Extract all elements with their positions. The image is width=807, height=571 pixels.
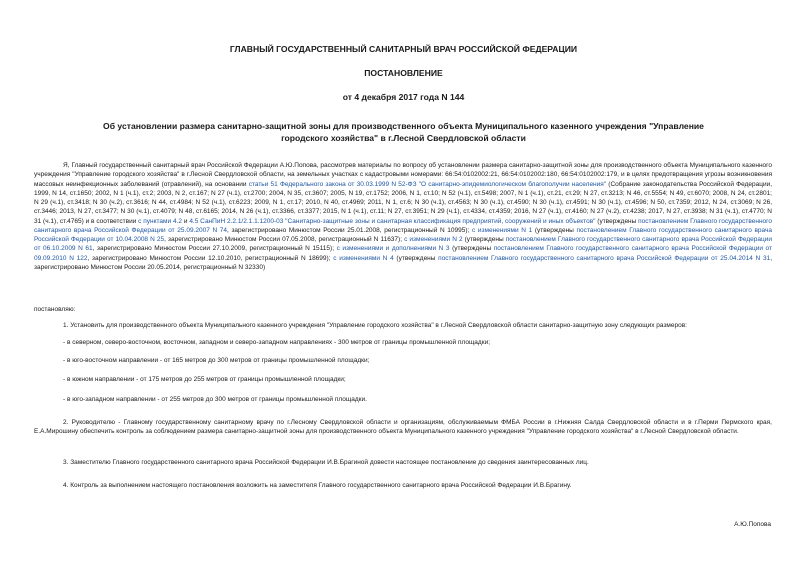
- issuing-authority: ГЛАВНЫЙ ГОСУДАРСТВЕННЫЙ САНИТАРНЫЙ ВРАЧ РОССИЙСКОЙ ФЕДЕРАЦИИ: [229, 44, 578, 54]
- preamble-text: Я, Главный государственный санитарный врач Российской Федерации А.Ю.Попова, рассмотрев материалы по вопросу об установлении размера санитарно-защитной зоны для производственного объекта Муниципального казенного учреждения "Управление городского хозяйства" в г.Лесной Свердловской области, на земельных участках с кадастровыми номерами: 66:54:0102002:21, 66:54:0102002:180, 66:54:0102002:179, и в целях предотвращения угрозы возникновения массовых неинфекционных заболеваний (отравлений), на основании: [34, 162, 772, 188]
- zone-item: - в юго-восточном направлении - от 165 метров до 300 метров от границы промышленной площадки;: [63, 357, 370, 364]
- item-2: 2. Руководителю - Главному государственному санитарному врачу по г.Лесному Свердловской области и организациям, обслуживаемым ФМБА России в г.Нижняя Салда Свердловской области и в г.Перми Пермского края, Е.А.Мирошину обеспечить контроль за соблюдением размера санитарно-защитной зоны для производственного объекта Муниципального казенного учреждения "Управление городского хозяйства" в г.Лесной Свердловской области.: [34, 419, 772, 436]
- signature: А.Ю.Попова: [734, 521, 771, 528]
- resolve-word: постановляю:: [34, 306, 76, 313]
- zone-item: - в южном направлении - от 175 метров до 255 метров от границы промышленной площадки;: [63, 376, 346, 383]
- amendment-link[interactable]: с изменениями и дополнениями N 3: [336, 245, 450, 253]
- resolution-link[interactable]: постановлением Главного государственного санитарного врача Российской Федерации от 25.04.2014 N 31: [438, 254, 771, 262]
- sanpin-item-link[interactable]: с пунктами 4.2: [138, 217, 183, 225]
- resolution-link[interactable]: постановлением Главного государственного санитарного врача Российской Федерации от 06.10.2009 N 61: [34, 236, 773, 253]
- amendment-link[interactable]: с изменениями N 1: [472, 226, 533, 234]
- law-article-link[interactable]: статьи 51 Федерального закона от 30.03.1999 N 52-ФЗ "О санитарно-эпидемиологическом благополучии населения": [248, 180, 607, 188]
- zone-item: - в юго-западном направлении - от 255 метров до 300 метров от границы промышленной площадки.: [63, 396, 367, 403]
- document-title: Об установлении размера санитарно-защитной зоны для производственного объекта Муниципального казенного учреждения "Управление городского хозяйства" в г.Лесной Свердловской области: [103, 121, 704, 143]
- preamble-paragraph: [34, 161, 772, 272]
- preamble-text: (утверждены: [532, 226, 577, 234]
- amendment-link[interactable]: с изменениями N 4: [333, 254, 394, 262]
- preamble-text: , зарегистрировано Минюстом России 20.05.2014, регистрационный N 32330): [34, 254, 772, 271]
- preamble-text: (Собрание законодательства Российской Федерации, 1999, N 14, ст.1650; 2002, N 1 (ч.1), ст.2; 2003, N 2, ст.167; N 27 (ч.1), ст.2700; 2004, N 35, ст.3607; 2005, N 19, ст.1752; 2006, N 1, ст.10; N 52 (ч.1), ст.5498; 2007, N 1 (ч.1), ст.21, ст.29; N 27, ст.3213; N 46, ст.5554; N 49, ст.6070; 2008, N 24, ст.2801; N 29 (ч.1), ст.3418; N 30 (ч.2), ст.3616; N 44, ст.4984; N 52 (ч.1), ст.6223; 2009, N 1, ст.17; 2010, N 40, ст.4969; 2011, N 1, ст.6; N 30 (ч.1), ст.4563; N 30 (ч.1), ст.4590; N 30 (ч.1), ст.4591; N 30 (ч.1), ст.4596; N 50, ст.7359; 2012, N 24, ст.3069; N 26, ст.3446; 2013, N 27, ст.3477; N 30 (ч.1), ст.4079; N 48, ст.6165; 2014, N 26 (ч.1), ст.3366, ст.3377; 2015, N 1 (ч.1), ст.11; N 27, ст.3951; N 29 (ч.1), ст.4334, ст.4359; 2016, N 27 (ч.1), ст.4160; N 27 (ч.2), ст.4238; 2017, N 27, ст.3938; N 31 (ч.1), ст.4770; N 31 (ч.1), ст.4765) и в соответствии: [34, 180, 773, 225]
- preamble-text: , зарегистрировано Минюстом России 12.10.2010, регистрационный N 18699);: [87, 254, 334, 262]
- resolution-link[interactable]: постановлением Главного государственного санитарного врача Российской Федерации от 09.09.2010 N 122: [34, 245, 772, 262]
- document-date-number: от 4 декабря 2017 года N 144: [342, 92, 465, 102]
- item-4: 4. Контроль за выполнением настоящего постановления возложить на заместителя Главного государственного санитарного врача Российской Федерации И.В.Брагину.: [63, 482, 572, 489]
- preamble-text: , зарегистрировано Минюстом России 27.10.2009, регистрационный N 15115);: [92, 245, 337, 253]
- preamble-text: , зарегистрировано Минюстом России 07.05.2008, регистрационный N 11637);: [164, 236, 405, 243]
- item-3: 3. Заместителю Главного государственного санитарного врача Российской Федерации И.В.Брагиной довести настоящее постановление до сведения заинтересованных лиц.: [63, 459, 589, 466]
- sanpin-link[interactable]: 4.5 СанПиН 2.2.1/2.1.1.1200-03 "Санитарно-защитные зоны и санитарная классификация предприятий, сооружений и иных объектов": [189, 217, 596, 225]
- preamble-text: (утверждены: [449, 245, 494, 253]
- amendment-link[interactable]: с изменениями N 2: [404, 236, 463, 243]
- zone-item: - в северном, северо-восточном, восточном, западном и северо-западном направлениях - 300 метров от границы промышленной площадки;: [63, 339, 491, 346]
- preamble-text: , зарегистрировано Минюстом России 25.01.2008, регистрационный N 10995);: [227, 226, 472, 234]
- preamble-text: (утверждены: [462, 236, 506, 243]
- document-type: ПОСТАНОВЛЕНИЕ: [364, 68, 443, 78]
- preamble-text: (утверждены: [595, 217, 639, 225]
- preamble-text: (утверждены: [393, 254, 439, 262]
- resolution-link[interactable]: постановлением Главного государственного санитарного врача Российской Федерации от 10.04.2008 N 25: [34, 226, 773, 243]
- item-1: 1. Установить для производственного объекта Муниципального казенного учреждения "Управление городского хозяйства" в г.Лесной Свердловской области санитарно-защитную зону следующих размеров:: [63, 322, 687, 329]
- resolution-link[interactable]: постановлением Главного государственного санитарного врача Российской Федерации от 25.09.2007 N 74: [34, 217, 773, 234]
- preamble-text: и: [182, 217, 190, 225]
